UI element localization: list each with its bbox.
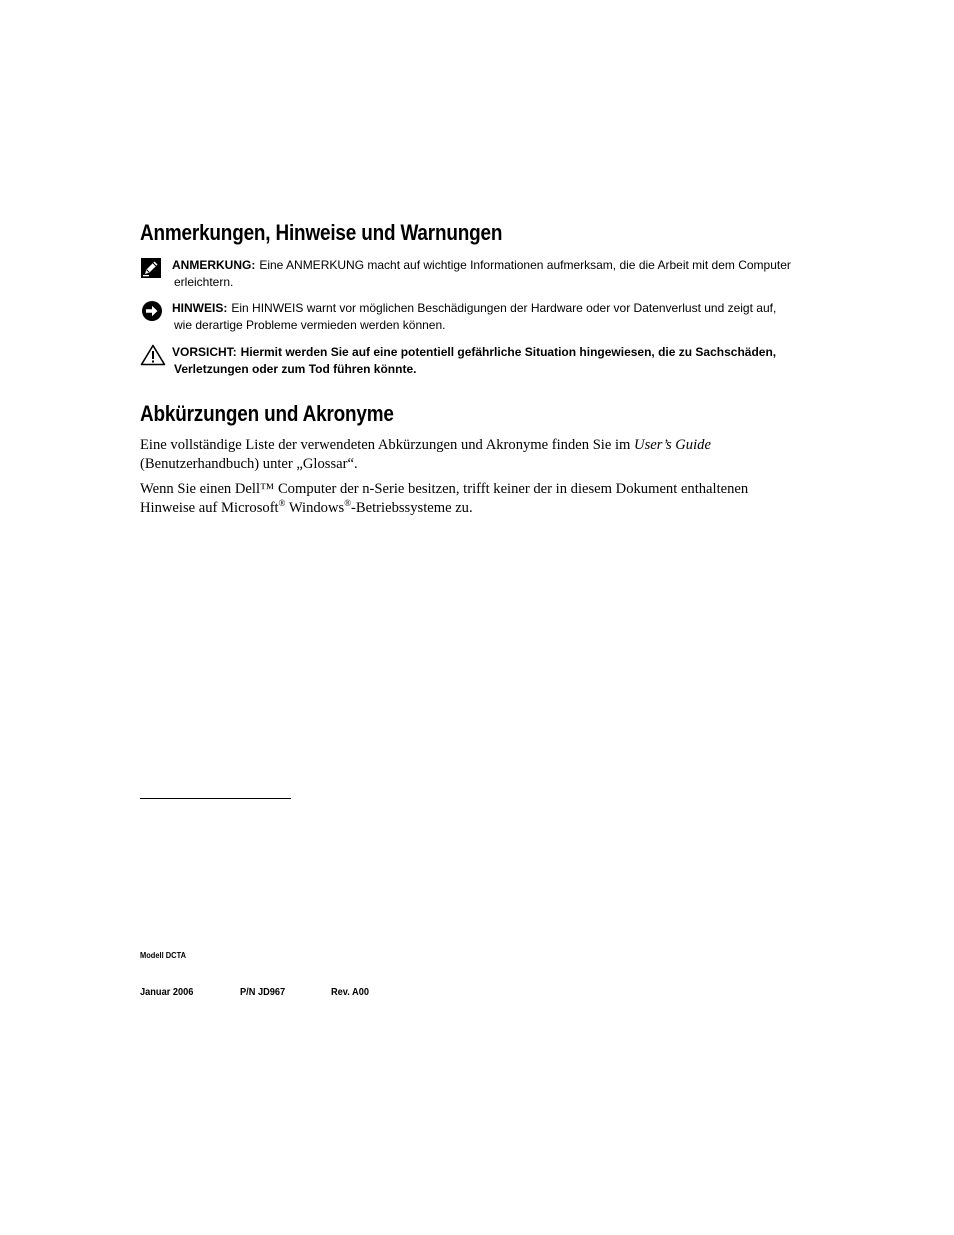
footnote-divider [140, 798, 291, 799]
publication-date: Januar 2006 [140, 986, 194, 998]
note-block [140, 257, 830, 291]
n-series-text-windows: Windows [285, 500, 345, 516]
warning-triangle-icon [140, 344, 166, 366]
n-series-text-microsoft: Hinweise auf Microsoft [140, 500, 279, 516]
note-text-line2: erleichtern. [174, 275, 234, 289]
caution-text-line1: Hiermit werden Sie auf eine potentiell gefährliche Situation hingewiesen, die zu Sachschäden, [240, 345, 777, 359]
notice-label: HINWEIS: [172, 301, 228, 315]
abbreviations-paragraph [140, 436, 830, 474]
notice-block [140, 300, 830, 334]
caution-block [140, 344, 830, 378]
caution-label: VORSICHT: [172, 345, 237, 359]
abbreviations-text-end: (Benutzerhandbuch) unter „Glossar“. [140, 456, 358, 472]
abbreviations-text-start: Eine vollständige Liste der verwendeten Abkürzungen und Akronyme finden Sie im [140, 437, 635, 453]
notice-text-line1: Ein HINWEIS warnt vor möglichen Beschädigungen der Hardware oder vor Datenverlust und zeigt auf, [231, 301, 777, 315]
n-series-text-line1: Wenn Sie einen Dell™ Computer der n-Serie besitzen, trifft keiner der in diesem Dokument enthaltenen [140, 481, 749, 497]
n-series-paragraph [140, 480, 830, 518]
registered-mark: ® [278, 498, 286, 508]
n-series-text-end: -Betriebssysteme zu. [351, 500, 473, 516]
pencil-note-icon [140, 257, 166, 279]
section-title-notes: Anmerkungen, Hinweise und Warnungen [140, 220, 503, 245]
caution-text-line2: Verletzungen oder zum Tod führen könnte. [174, 362, 417, 376]
users-guide-title: User’s Guide [634, 437, 711, 453]
section-title-abbreviations: Abkürzungen und Akronyme [140, 401, 394, 426]
arrow-circle-icon [140, 300, 166, 322]
note-text-line1: Eine ANMERKUNG macht auf wichtige Informationen aufmerksam, die die Arbeit mit dem Computer [259, 258, 791, 272]
note-label: ANMERKUNG: [172, 258, 256, 272]
revision: Rev. A00 [331, 986, 370, 998]
model-number: Modell DCTA [140, 950, 186, 960]
part-number: P/N JD967 [240, 986, 286, 998]
registered-mark: ® [344, 498, 352, 508]
notice-text-line2: wie derartige Probleme vermieden werden können. [174, 318, 446, 332]
